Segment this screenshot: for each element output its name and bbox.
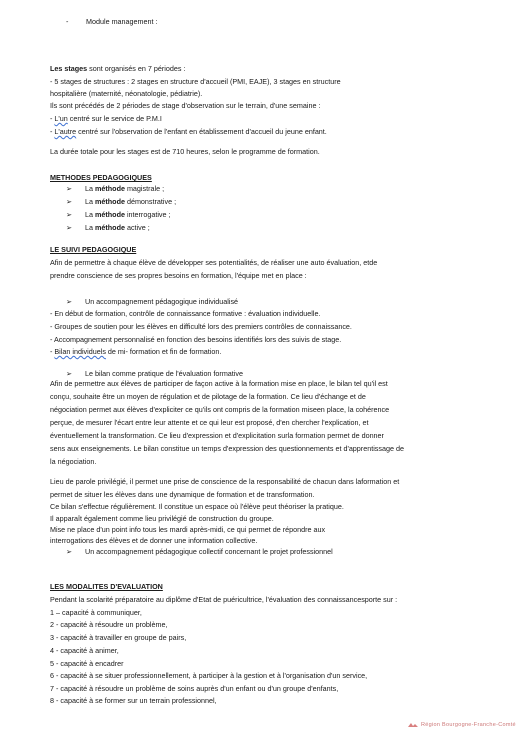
line-text: METHODES PEDAGOGIQUES [50, 173, 152, 182]
text-line [66, 547, 333, 556]
arrow-bullet-icon: ➢ [66, 547, 73, 556]
line-text: LES MODALITES D'EVALUATION [50, 582, 163, 591]
dash-bullet: - [66, 17, 69, 26]
line-text: Lieu de parole privilégié, il permet une prise de conscience de la responsabilité de chacun dans laformation et [50, 477, 400, 486]
line-text: - 5 stages de structures : 2 stages en structure d'accueil (PMI, EAJE), 3 stages en structure [50, 77, 341, 86]
line-text: Le bilan comme pratique de l'évaluation formative [85, 369, 243, 378]
line-text: Mise ne place d'un point info tous les mardi après-midi, ce qui permet de répondre aux [50, 525, 326, 534]
text-line [50, 347, 221, 356]
spellcheck-word: L'un [54, 114, 68, 123]
text-line [50, 582, 163, 591]
line-text: démonstrative ; [124, 197, 177, 206]
line-text: 4 - capacité à animer, [50, 646, 119, 655]
line-text: LE SUIVI PEDAGOGIQUE [50, 245, 137, 254]
line-text: - Accompagnement personnalisé en fonction des besoins identifiés lors des suivis de stage. [50, 335, 342, 344]
text-line [50, 335, 341, 344]
text-line [50, 258, 377, 267]
line-text: Il apparaît également comme lieu privilégié de construction du groupe. [50, 514, 274, 523]
text-line [50, 309, 321, 318]
line-text: active ; [124, 223, 150, 232]
text-line [50, 490, 315, 499]
text-line [50, 457, 96, 466]
text-line [66, 223, 150, 232]
line-text: Afin de permettre à chaque élève de développer ses potentialités, de réaliser une auto évaluation, etde [50, 258, 378, 267]
arrow-bullet-icon: ➢ [66, 297, 73, 306]
arrow-bullet-icon: ➢ [66, 197, 73, 206]
region-logo-mark-icon [408, 722, 418, 728]
text-line [50, 514, 274, 523]
text-line [50, 595, 397, 604]
text-line [66, 297, 238, 306]
text-line [50, 477, 399, 486]
bold-term: méthode [95, 223, 125, 232]
text-line [50, 322, 352, 331]
line-text: sont organisés en 7 périodes : [87, 64, 186, 73]
line-text: éventuellement la transformation. Ce lieu d'expression et d'explicitation surla formation permet de donner [50, 431, 384, 440]
spellcheck-word: L'autre [54, 127, 77, 136]
line-text: prendre conscience de ses propres besoins en formation, l'équipe met en place : [50, 271, 307, 280]
text-line [66, 17, 158, 26]
line-text: 7 - capacité à résoudre un problème de soins auprès d'un enfant ou d'un groupe d'enfants, [50, 684, 339, 693]
line-text: Un accompagnement pédagogique individualisé [85, 297, 239, 306]
line-text: 3 - capacité à travailler en groupe de pairs, [50, 633, 187, 642]
text-line [50, 147, 320, 156]
text-line [50, 608, 142, 617]
text-line [50, 114, 162, 123]
line-text: hospitalière (maternité, néonatologie, pédiatrie). [50, 89, 203, 98]
text-line [50, 405, 389, 414]
line-text: centré sur l'observation de l'enfant en établissement d'accueil du jeune enfant. [76, 127, 327, 136]
text-line [50, 418, 369, 427]
region-logo [408, 720, 516, 730]
text-line [50, 684, 338, 693]
line-text: 6 - capacité à se situer professionnellement, à participer à la gestion et à l'organisation d'un service, [50, 671, 368, 680]
arrow-bullet-icon: ➢ [66, 184, 73, 193]
line-text: Pendant la scolarité préparatoire au diplôme d'Etat de puéricultrice, l'évaluation des connaissancesporte sur : [50, 595, 398, 604]
line-prefix: La [85, 223, 95, 232]
text-line [66, 197, 176, 206]
text-line [50, 245, 136, 254]
line-text: de mi- formation et fin de formation. [105, 347, 222, 356]
text-line [50, 620, 167, 629]
text-line [50, 696, 217, 705]
bold-term: Les stages [50, 64, 88, 73]
line-text: magistrale ; [124, 184, 165, 193]
spellcheck-word: Bilan individuels [54, 347, 106, 356]
text-line [50, 536, 257, 545]
text-line [50, 64, 185, 73]
text-line [50, 77, 341, 86]
bold-term: méthode [95, 210, 125, 219]
text-line [50, 173, 152, 182]
text-line [50, 89, 202, 98]
line-text: La durée totale pour les stages est de 710 heures, selon le programme de formation. [50, 147, 320, 156]
line-text: conçu, souhaite être un moyen de régulation et de pilotage de la formation. Ce lieu d'échange et de [50, 392, 366, 401]
line-text: centré sur le service de P.M.I [67, 114, 162, 123]
text-line [50, 127, 327, 136]
line-text: Afin de permettre aux élèves de participer de façon active à la formation mise en place, le bilan tel qu'il est [50, 379, 388, 388]
region-logo-text: Région Bourgogne-Franche-Comté [421, 722, 516, 728]
text-line [50, 101, 320, 110]
line-text: interrogations des élèves et de donner une information collective. [50, 536, 258, 545]
text-line [50, 379, 388, 388]
text-line [50, 444, 404, 453]
line-text: - Groupes de soutien pour les élèves en difficulté lors des premiers contrôles de connaissance. [50, 322, 352, 331]
line-text: négociation permet aux élèves d'expliciter ce qu'ils ont compris de la formation miseen place, la cohérence [50, 405, 390, 414]
line-text: interrogative ; [124, 210, 171, 219]
arrow-bullet-icon: ➢ [66, 369, 73, 378]
bold-term: méthode [95, 197, 125, 206]
arrow-bullet-icon: ➢ [66, 210, 73, 219]
line-text: permet de situer les élèves dans une dynamique de formation et de transformation. [50, 490, 315, 499]
line-prefix: - [50, 114, 55, 123]
line-text: la négociation. [50, 457, 97, 466]
text-line [50, 633, 186, 642]
line-prefix: La [85, 197, 95, 206]
line-prefix: - [50, 127, 55, 136]
line-prefix: - [50, 347, 55, 356]
text-line [50, 271, 307, 280]
line-prefix: La [85, 210, 95, 219]
line-text: Ce bilan s'effectue régulièrement. Il constitue un espace où l'élève peut théoriser la pratique. [50, 502, 344, 511]
line-text: 8 - capacité à se former sur un terrain professionnel, [50, 696, 217, 705]
line-text: Un accompagnement pédagogique collectif concernant le projet professionnel [85, 547, 333, 556]
line-text: 1 – capacité à communiquer, [50, 608, 142, 617]
line-prefix: La [85, 184, 95, 193]
line-text: sens aux enseignements. Le bilan constitue un temps d'expression des questionnements et d'apprentissage de [50, 444, 404, 453]
text-line [66, 184, 164, 193]
line-text: perçue, de mesurer l'écart entre leur attente et ce qui leur est proposé, d'en chercher l'explication, et [50, 418, 369, 427]
text-line [50, 431, 384, 440]
text-line [50, 392, 366, 401]
text-line [66, 369, 243, 378]
text-line [50, 502, 344, 511]
bold-term: méthode [95, 184, 125, 193]
line-text: 2 - capacité à résoudre un problème, [50, 620, 168, 629]
text-line [50, 646, 119, 655]
text-line [50, 671, 367, 680]
arrow-bullet-icon: ➢ [66, 223, 73, 232]
line-text: Module management : [86, 17, 158, 26]
line-text: Ils sont précédés de 2 périodes de stage d'observation sur le terrain, d'une semaine : [50, 101, 321, 110]
line-text: - En début de formation, contrôle de connaissance formative : évaluation individuelle. [50, 309, 321, 318]
text-line [50, 659, 124, 668]
text-line [66, 210, 171, 219]
text-line [50, 525, 325, 534]
line-text: 5 - capacité à encadrer [50, 659, 124, 668]
